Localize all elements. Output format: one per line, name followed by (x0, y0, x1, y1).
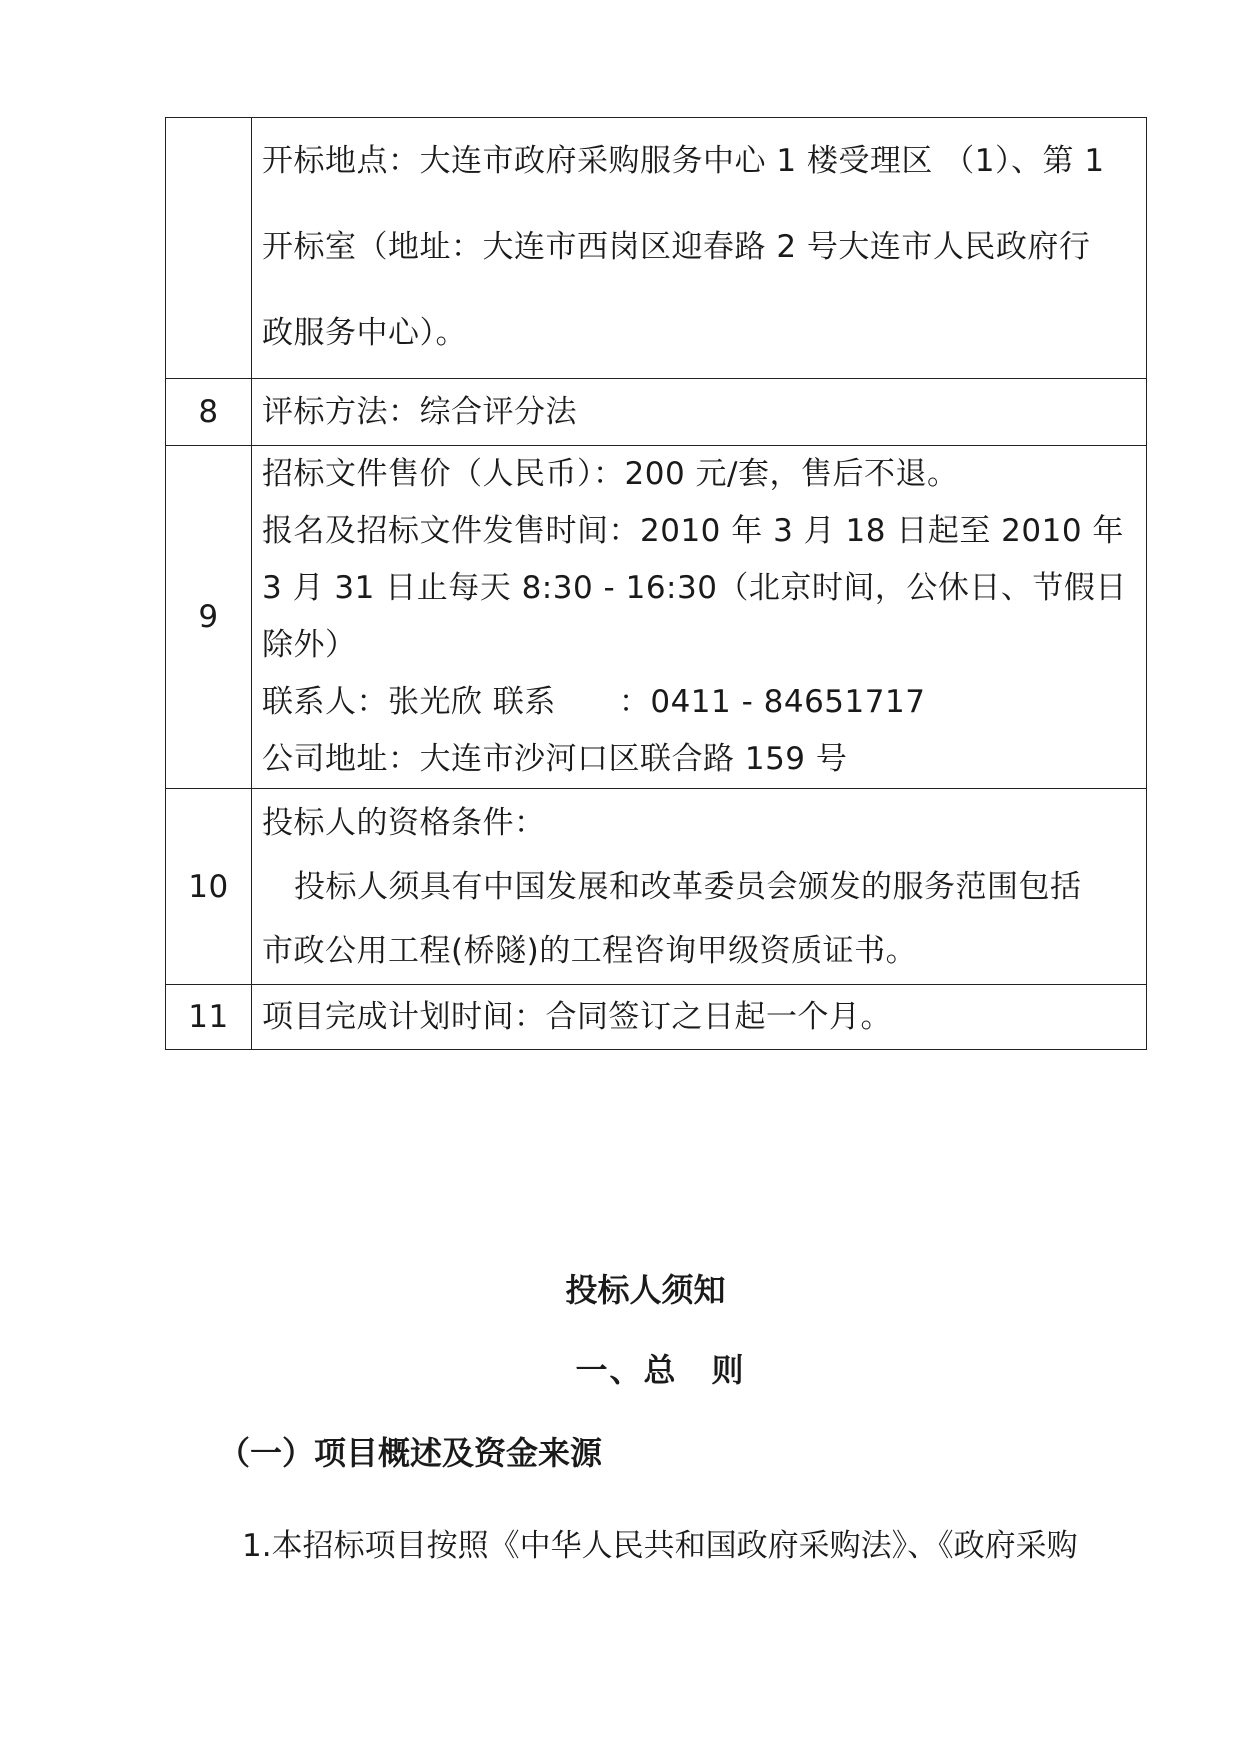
section-subtitle: 一、总 则 (575, 1351, 746, 1389)
document-sale-cell (252, 446, 1147, 789)
text-line: 3 月 31 日止每天 8:30 - 16:30（北京时间，公休日、节假日 (262, 570, 1127, 606)
text-line: 招标文件售价（人民币）：200 元/套，售后不退。 (262, 456, 959, 492)
contact-line: 联系人：张光欣 联系 ：0411 - 84651717 (262, 684, 926, 720)
qualification-cell (252, 789, 1147, 985)
row-number-cell: 11 (166, 985, 252, 1050)
text-line: 报名及招标文件发售时间：2010 年 3 月 18 日起至 2010 年 (262, 513, 1124, 549)
table-row-evaluation-method (166, 379, 1147, 446)
table-row-bid-opening-place (166, 118, 1147, 379)
text-line: 除外） (262, 627, 357, 663)
row-number-cell: 9 (166, 446, 252, 789)
section-title: 投标人须知 (565, 1271, 726, 1309)
text-line: 市政公用工程(桥隧)的工程咨询甲级资质证书。 (262, 932, 918, 969)
text-line: 政服务中心）。 (262, 315, 467, 351)
tender-info-table (165, 117, 1147, 1050)
text-line: 开标室（地址：大连市西岗区迎春路 2 号大连市人民政府行 (262, 229, 1091, 265)
row-number-cell: 10 (166, 789, 252, 985)
table-row-document-sale (166, 446, 1147, 789)
text-line: 投标人须具有中国发展和改革委员会颁发的服务范围包括 (294, 868, 1082, 905)
table-row-completion-time (166, 985, 1147, 1050)
subsection-heading: （一）项目概述及资金来源 (218, 1434, 603, 1472)
row-number-cell: 8 (166, 379, 252, 446)
address-line: 公司地址：大连市沙河口区联合路 159 号 (262, 741, 848, 777)
body-paragraph: 1.本招标项目按照《中华人民共和国政府采购法》、《政府采购 (242, 1528, 1078, 1564)
row-number-cell (166, 118, 252, 379)
evaluation-method-cell: 评标方法：综合评分法 (252, 379, 1147, 446)
completion-time-cell: 项目完成计划时间：合同签订之日起一个月。 (252, 985, 1147, 1050)
text-line: 投标人的资格条件： (262, 804, 546, 841)
bid-opening-place-cell (252, 118, 1147, 379)
text-line: 开标地点：大连市政府采购服务中心 1 楼受理区 （1）、第 1 (262, 143, 1105, 179)
table-row-qualification (166, 789, 1147, 985)
